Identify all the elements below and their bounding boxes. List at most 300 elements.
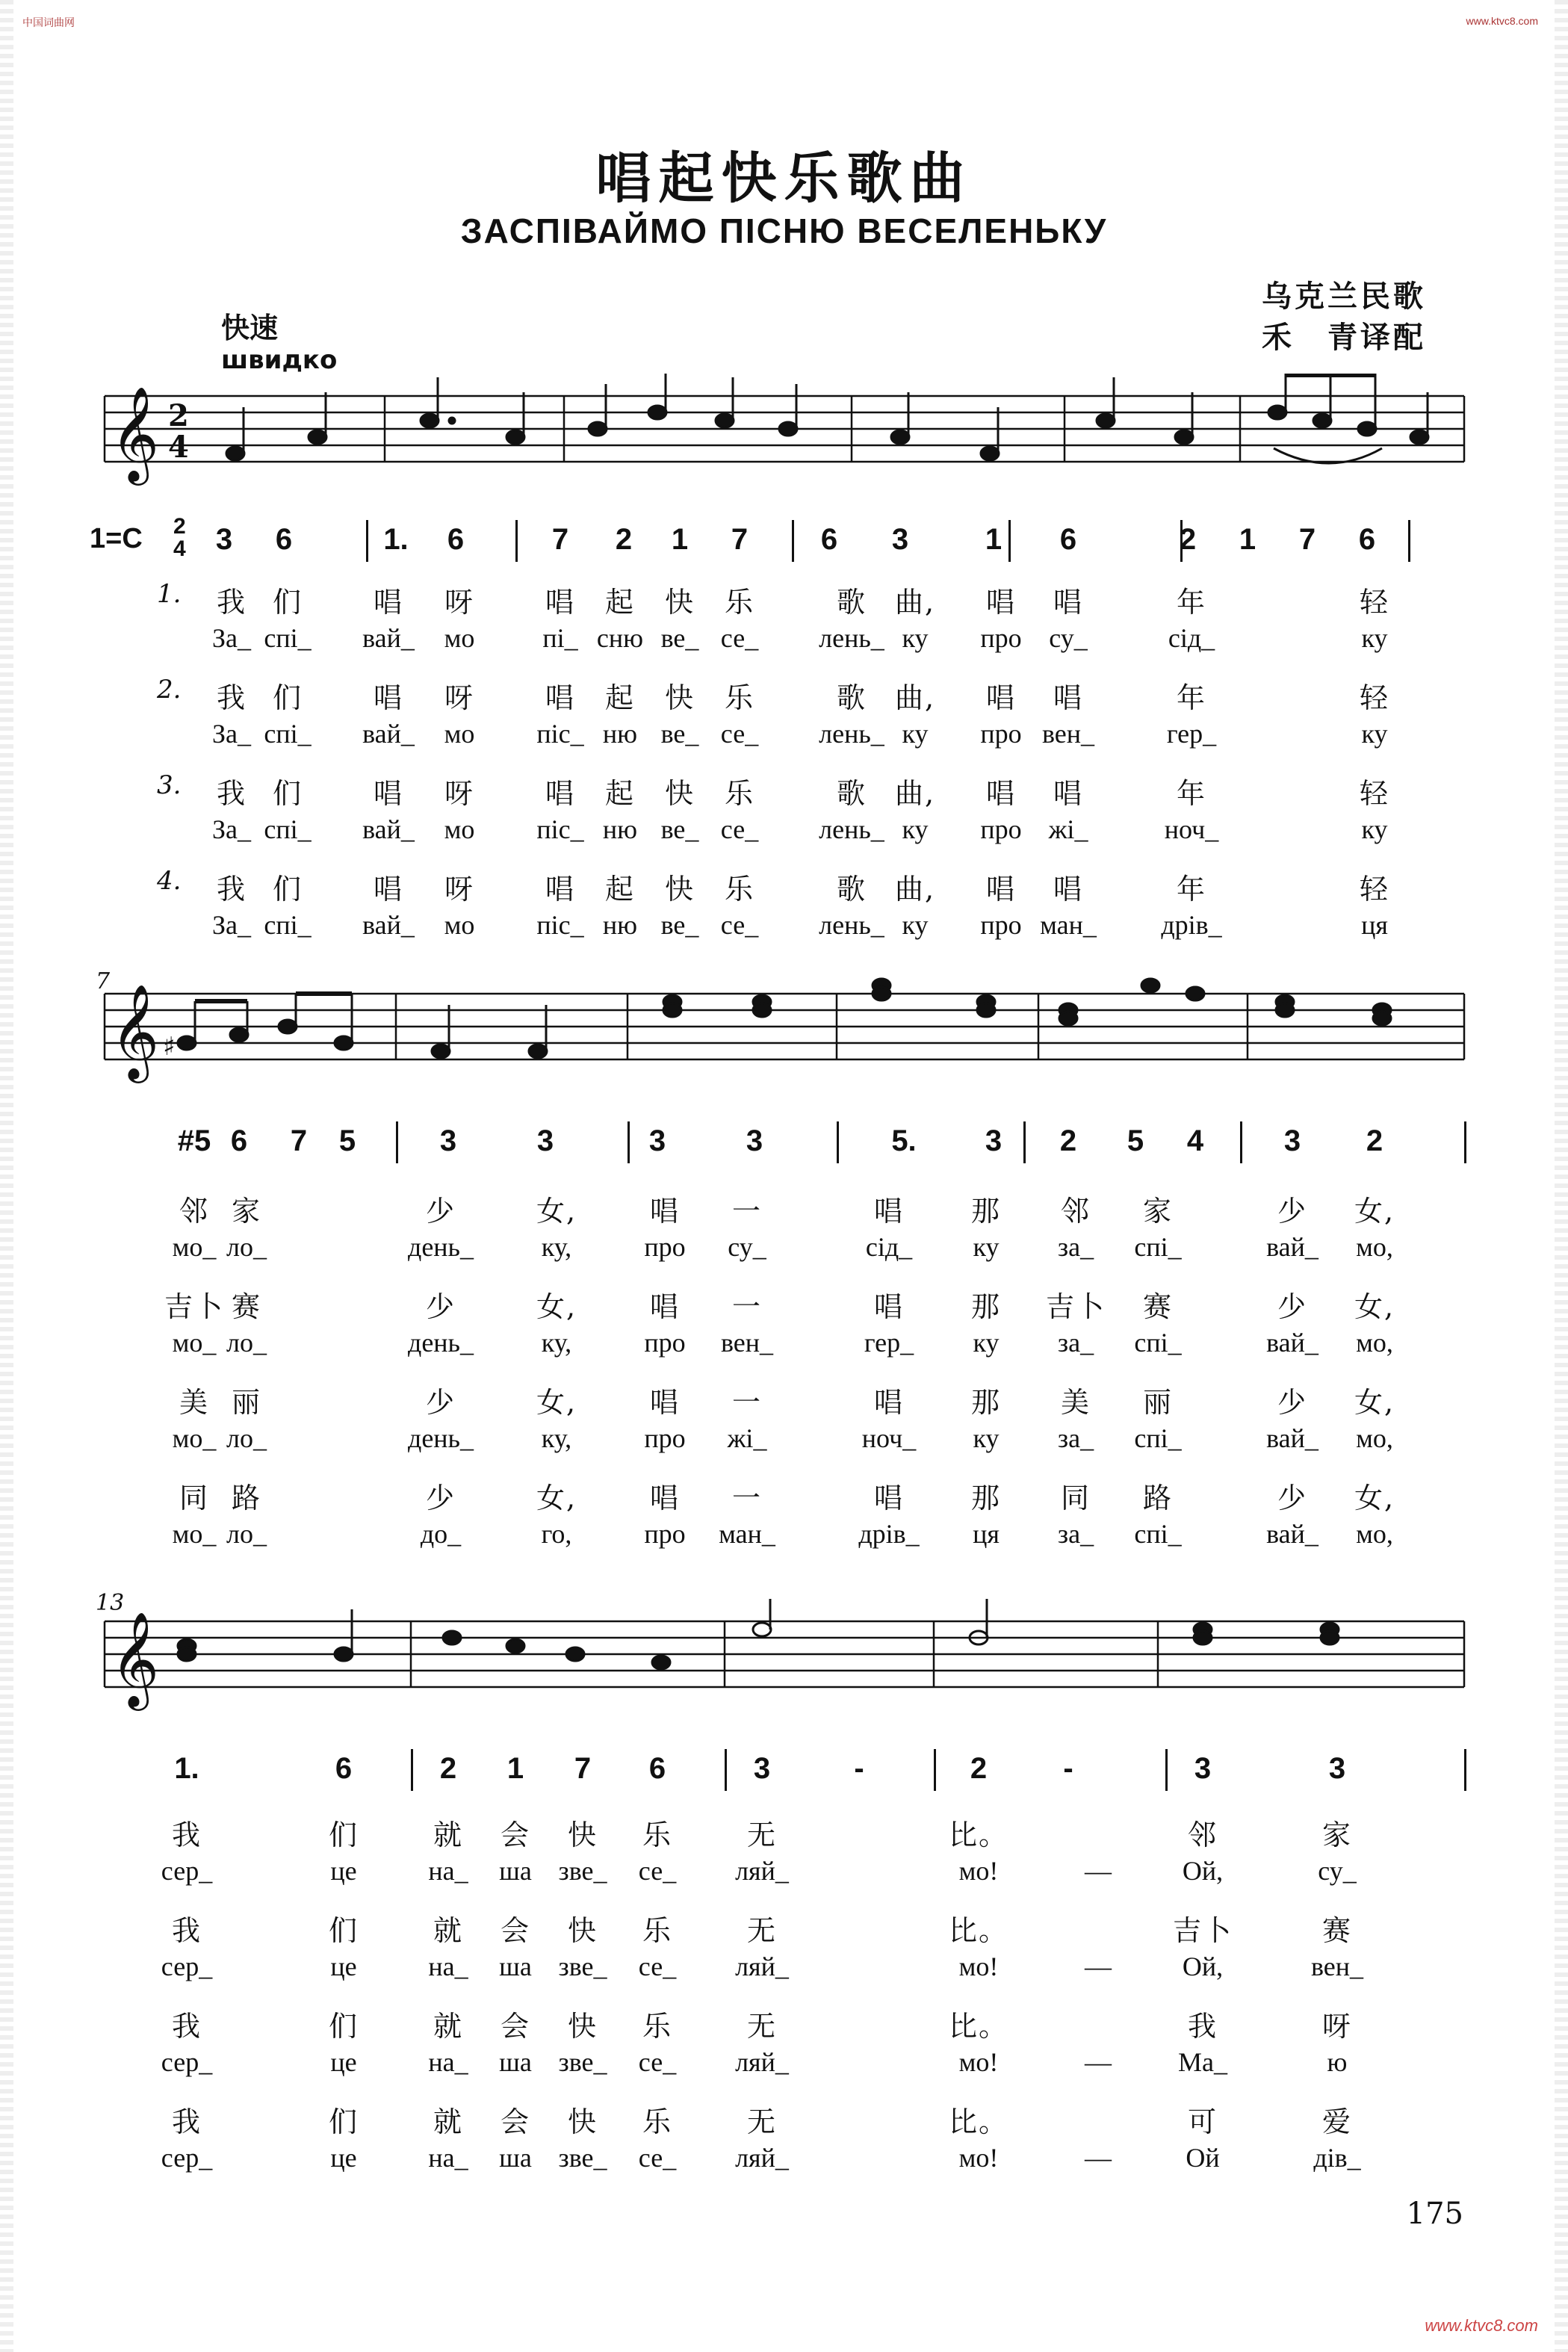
jianpu-note: 3 <box>215 523 233 556</box>
lyric-zh: 唱 <box>873 1290 904 1323</box>
jianpu-note: 6 <box>230 1124 248 1157</box>
lyric-zh: 我 <box>171 2010 202 2043</box>
lyric-uk: гер_ <box>1166 719 1217 749</box>
lyric-zh: 呀 <box>444 777 474 810</box>
lyric-uk: ню <box>602 910 638 940</box>
lyric-zh: 美 <box>179 1386 209 1419</box>
lyric-uk: ло_ <box>226 1519 267 1549</box>
lyric-zh: 少 <box>425 1482 456 1514</box>
lyric-uk: мо! <box>958 1856 999 1886</box>
lyric-zh: 吉卜 <box>1045 1290 1106 1323</box>
jianpu-barline <box>1023 1121 1026 1163</box>
lyric-zh: 歌 <box>836 873 867 906</box>
lyric-uk: вай_ <box>362 623 415 653</box>
jianpu-note: 6 <box>648 1752 666 1785</box>
lyric-zh: 唱 <box>1053 873 1083 906</box>
lyric-uk: сер_ <box>161 1856 213 1886</box>
lyric-zh: 唱 <box>545 873 575 906</box>
svg-text:4: 4 <box>168 430 189 465</box>
lyric-zh: 女, <box>1354 1195 1395 1228</box>
lyric-zh: 比。 <box>948 1819 1008 1851</box>
jianpu-note: 2 <box>1366 1124 1383 1157</box>
lyric-uk: день_ <box>408 1328 474 1358</box>
verse-number: 1. <box>157 579 182 609</box>
lyric-zh: 那 <box>970 1290 1001 1323</box>
lyric-zh: 快 <box>664 586 695 619</box>
svg-text:𝄞: 𝄞 <box>111 1611 160 1706</box>
lyric-zh: 女, <box>536 1386 577 1419</box>
song-title-chinese: 唱起快乐歌曲 <box>595 146 973 211</box>
lyric-uk: За_ <box>211 623 251 653</box>
lyric-zh: 快 <box>664 681 695 714</box>
jianpu-note: 2 <box>970 1752 988 1785</box>
lyric-zh: 乐 <box>724 681 754 714</box>
lyric-zh: 就 <box>433 2105 463 2138</box>
lyric-uk: ку <box>973 1423 1000 1453</box>
lyric-zh: 邻 <box>1187 1819 1218 1851</box>
lyric-zh: 无 <box>746 2010 777 2043</box>
lyric-zh: 女, <box>536 1195 577 1228</box>
lyric-zh: 丽 <box>231 1386 261 1419</box>
lyric-uk: ша <box>499 1952 532 1981</box>
lyric-zh: 呀 <box>444 681 474 714</box>
lyric-uk: сню <box>596 623 644 653</box>
lyric-zh: 起 <box>604 586 635 619</box>
lyric-zh: 就 <box>433 2010 463 2043</box>
staff-system-3 <box>90 1599 1479 1726</box>
jianpu-barline <box>411 1749 413 1791</box>
tempo-marking-uk: швидко <box>221 345 338 375</box>
lyric-zh: 一 <box>731 1290 762 1323</box>
lyric-zh: 乐 <box>642 2105 672 2138</box>
jianpu-note: 3 <box>1194 1752 1212 1785</box>
lyric-zh: 少 <box>1277 1195 1307 1228</box>
staff-system-2 <box>90 971 1479 1098</box>
lyric-uk: дрів_ <box>1161 910 1222 940</box>
jianpu-note: 3 <box>536 1124 554 1157</box>
jianpu-barline <box>396 1121 398 1163</box>
lyric-uk: вен_ <box>1310 1952 1364 1981</box>
svg-text:♯: ♯ <box>163 1032 176 1062</box>
credit-origin: 乌克兰民歌 <box>1262 279 1426 314</box>
lyric-zh: 年 <box>1176 873 1206 906</box>
lyric-uk: се_ <box>638 1952 677 1981</box>
lyric-uk: це <box>330 1856 357 1886</box>
lyric-uk: про <box>644 1232 686 1262</box>
lyric-uk: се_ <box>720 814 759 844</box>
lyric-zh: 唱 <box>373 586 403 619</box>
lyric-zh: 唱 <box>649 1482 680 1514</box>
lyric-zh: 快 <box>664 873 695 906</box>
lyric-uk: мо <box>444 814 475 844</box>
lyric-uk: За_ <box>211 814 251 844</box>
lyric-uk: ляй_ <box>735 1952 789 1981</box>
lyric-uk: — <box>1085 1952 1112 1981</box>
lyric-uk: ку <box>1361 719 1388 749</box>
lyric-zh: 女, <box>536 1290 577 1323</box>
lyric-uk: вай_ <box>1266 1232 1318 1262</box>
lyric-zh: 吉卜 <box>164 1290 224 1323</box>
lyric-zh: 们 <box>272 681 303 714</box>
lyric-zh: 们 <box>272 873 303 906</box>
lyric-zh: 会 <box>500 1819 530 1851</box>
lyric-uk: вай_ <box>1266 1328 1318 1358</box>
tempo-marking-zh: 快速 <box>221 312 279 344</box>
lyric-uk: за_ <box>1057 1328 1094 1358</box>
lyric-uk: ню <box>602 814 638 844</box>
lyric-uk: до_ <box>420 1519 462 1549</box>
lyric-zh: 路 <box>1142 1482 1173 1514</box>
lyric-zh: 爱 <box>1321 2105 1352 2138</box>
jianpu-note: 3 <box>753 1752 771 1785</box>
lyric-uk: вай_ <box>1266 1519 1318 1549</box>
lyric-zh: 唱 <box>373 681 403 714</box>
lyric-uk: піс_ <box>536 814 584 844</box>
lyric-uk: пі_ <box>542 623 578 653</box>
lyric-uk: мо, <box>1356 1232 1393 1262</box>
lyric-zh: 邻 <box>1060 1195 1091 1228</box>
lyric-uk: су_ <box>728 1232 766 1262</box>
lyric-zh: 快 <box>567 1914 598 1947</box>
lyric-zh: 轻 <box>1359 873 1389 906</box>
lyric-uk: ця <box>973 1519 1000 1549</box>
lyric-uk: вай_ <box>362 719 415 749</box>
lyric-uk: мо <box>444 719 475 749</box>
lyric-zh: 唱 <box>985 681 1016 714</box>
lyric-uk: день_ <box>408 1423 474 1453</box>
lyric-uk: про <box>644 1519 686 1549</box>
lyric-zh: 女, <box>1354 1290 1395 1323</box>
lyric-uk: лень_ <box>819 814 884 844</box>
lyric-uk: це <box>330 2047 357 2077</box>
lyric-zh: 唱 <box>985 873 1016 906</box>
lyric-uk: жі_ <box>1048 814 1088 844</box>
lyric-uk: мо! <box>958 2047 999 2077</box>
jianpu-note: #5 <box>177 1124 211 1157</box>
lyric-uk: спі_ <box>264 814 312 844</box>
lyric-uk: вай_ <box>362 814 415 844</box>
lyric-uk: ве_ <box>660 623 699 653</box>
lyric-zh: 们 <box>328 2105 359 2138</box>
lyric-zh: 呀 <box>444 873 474 906</box>
lyric-zh: 唱 <box>873 1386 904 1419</box>
lyric-uk: зве_ <box>558 2047 607 2077</box>
lyric-uk: мо, <box>1356 1519 1393 1549</box>
lyric-zh: 轻 <box>1359 586 1389 619</box>
jianpu-barline <box>934 1749 936 1791</box>
lyric-uk: ця <box>1361 910 1388 940</box>
lyric-zh: 那 <box>970 1195 1001 1228</box>
lyric-uk: піс_ <box>536 910 584 940</box>
lyric-uk: — <box>1085 1856 1112 1886</box>
lyric-uk: ку, <box>541 1423 572 1453</box>
svg-text:2: 2 <box>168 398 189 433</box>
lyric-zh: 唱 <box>545 777 575 810</box>
jianpu-note: 3 <box>985 1124 1003 1157</box>
jianpu-note: 7 <box>731 523 749 556</box>
lyric-uk: ку <box>902 623 929 653</box>
staff-system-1 <box>90 374 1479 501</box>
lyric-zh: 丽 <box>1142 1386 1173 1419</box>
lyric-zh: 唱 <box>545 586 575 619</box>
jianpu-barline <box>837 1121 839 1163</box>
lyric-uk: зве_ <box>558 2143 607 2173</box>
lyric-zh: 年 <box>1176 586 1206 619</box>
lyric-zh: 少 <box>425 1386 456 1419</box>
lyric-uk: За_ <box>211 910 251 940</box>
lyric-uk: мо_ <box>172 1423 217 1453</box>
lyric-zh: 比。 <box>948 1914 1008 1947</box>
lyric-uk: день_ <box>408 1232 474 1262</box>
lyric-uk: мо! <box>958 1952 999 1981</box>
lyric-zh: 唱 <box>545 681 575 714</box>
lyric-zh: 比。 <box>948 2010 1008 2043</box>
lyric-zh: 快 <box>664 777 695 810</box>
lyric-uk: ве_ <box>660 910 699 940</box>
jianpu-note: 6 <box>1358 523 1376 556</box>
lyric-zh: 同 <box>1060 1482 1091 1514</box>
jianpu-note: 1 <box>506 1752 524 1785</box>
lyric-zh: 少 <box>1277 1290 1307 1323</box>
lyric-zh: 赛 <box>1142 1290 1173 1323</box>
lyric-zh: 乐 <box>724 586 754 619</box>
lyric-zh: 唱 <box>649 1290 680 1323</box>
lyric-zh: 吉卜 <box>1172 1914 1233 1947</box>
lyric-zh: 曲, <box>894 681 936 714</box>
measure-number-7: 7 <box>96 968 111 994</box>
lyric-uk: ку, <box>541 1232 572 1262</box>
lyric-uk: ку <box>1361 623 1388 653</box>
site-label-left: 中国词曲网 <box>22 16 75 28</box>
lyric-uk: ляй_ <box>735 2047 789 2077</box>
lyric-uk: су_ <box>1318 1856 1357 1886</box>
lyric-uk: на_ <box>428 1952 468 1981</box>
lyric-zh: 我 <box>216 777 247 810</box>
lyric-zh: 唱 <box>1053 586 1083 619</box>
page-number: 175 <box>1406 2197 1463 2231</box>
lyric-uk: ку <box>1361 814 1388 844</box>
svg-text:𝄞: 𝄞 <box>111 386 160 481</box>
jianpu-barline <box>366 520 368 562</box>
lyric-zh: 轻 <box>1359 681 1389 714</box>
lyric-zh: 快 <box>567 2105 598 2138</box>
lyric-zh: 起 <box>604 873 635 906</box>
lyric-zh: 歌 <box>836 777 867 810</box>
lyric-uk: ша <box>499 2047 532 2077</box>
lyric-zh: 家 <box>231 1195 261 1228</box>
lyric-uk: се_ <box>720 910 759 940</box>
lyric-uk: лень_ <box>819 623 884 653</box>
jianpu-note: - <box>854 1752 864 1785</box>
time-signature-top: 2 <box>173 514 186 539</box>
lyric-uk: вен_ <box>1041 719 1095 749</box>
left-edge-strip <box>0 0 13 2352</box>
lyric-uk: ку <box>973 1328 1000 1358</box>
jianpu-note: 5 <box>1127 1124 1144 1157</box>
jianpu-note: 1 <box>671 523 689 556</box>
lyric-zh: 一 <box>731 1386 762 1419</box>
jianpu-note: - <box>1063 1752 1073 1785</box>
lyric-zh: 唱 <box>649 1195 680 1228</box>
jianpu-note: 1 <box>985 523 1003 556</box>
lyric-zh: 邻 <box>179 1195 209 1228</box>
lyric-zh: 比。 <box>948 2105 1008 2138</box>
lyric-zh: 女, <box>1354 1386 1395 1419</box>
lyric-uk: ку <box>902 719 929 749</box>
lyric-uk: ляй_ <box>735 1856 789 1886</box>
lyric-zh: 会 <box>500 2105 530 2138</box>
lyric-uk: мо <box>444 910 475 940</box>
lyric-uk: вай_ <box>1266 1423 1318 1453</box>
jianpu-barline <box>1464 1121 1466 1163</box>
lyric-zh: 女, <box>1354 1482 1395 1514</box>
lyric-uk: гер_ <box>864 1328 914 1358</box>
jianpu-note: 4 <box>1186 1124 1204 1157</box>
lyric-uk: мо <box>444 623 475 653</box>
lyric-zh: 乐 <box>642 2010 672 2043</box>
lyric-uk: про <box>980 910 1022 940</box>
lyric-uk: лень_ <box>819 719 884 749</box>
lyric-uk: ман_ <box>719 1519 775 1549</box>
lyric-zh: 我 <box>216 586 247 619</box>
lyric-zh: 我 <box>171 2105 202 2138</box>
lyric-zh: 快 <box>567 2010 598 2043</box>
lyric-zh: 唱 <box>985 777 1016 810</box>
lyric-uk: за_ <box>1057 1423 1094 1453</box>
lyric-uk: на_ <box>428 2047 468 2077</box>
lyric-uk: вай_ <box>362 910 415 940</box>
lyric-zh: 少 <box>425 1290 456 1323</box>
lyric-zh: 快 <box>567 1819 598 1851</box>
lyric-uk: се_ <box>638 1856 677 1886</box>
lyric-uk: мо_ <box>172 1232 217 1262</box>
credit-translator: 禾 青译配 <box>1262 320 1426 355</box>
lyric-zh: 无 <box>746 1819 777 1851</box>
lyric-zh: 赛 <box>1321 1914 1352 1947</box>
lyric-uk: за_ <box>1057 1519 1094 1549</box>
jianpu-note: 7 <box>551 523 569 556</box>
lyric-zh: 就 <box>433 1914 463 1947</box>
lyric-uk: мо_ <box>172 1519 217 1549</box>
lyric-uk: спі_ <box>1134 1232 1182 1262</box>
lyric-zh: 唱 <box>985 586 1016 619</box>
lyric-zh: 们 <box>328 2010 359 2043</box>
lyric-uk: лень_ <box>819 910 884 940</box>
lyric-uk: про <box>980 814 1022 844</box>
lyric-uk: мо! <box>958 2143 999 2173</box>
jianpu-barline <box>1165 1749 1168 1791</box>
lyric-zh: 们 <box>272 586 303 619</box>
lyric-uk: ман_ <box>1040 910 1097 940</box>
lyric-zh: 少 <box>1277 1386 1307 1419</box>
lyric-uk: зве_ <box>558 1952 607 1981</box>
lyric-uk: се_ <box>720 623 759 653</box>
lyric-uk: мо, <box>1356 1423 1393 1453</box>
jianpu-note: 5. <box>891 1124 917 1157</box>
jianpu-barline <box>627 1121 630 1163</box>
lyric-zh: 歌 <box>836 586 867 619</box>
lyric-uk: сер_ <box>161 1952 213 1981</box>
lyric-zh: 乐 <box>724 777 754 810</box>
lyric-zh: 唱 <box>1053 681 1083 714</box>
lyric-uk: ве_ <box>660 719 699 749</box>
verse-number: 2. <box>157 675 182 705</box>
jianpu-note: 3 <box>1328 1752 1346 1785</box>
jianpu-note: 6 <box>820 523 838 556</box>
lyric-uk: ку <box>973 1232 1000 1262</box>
lyric-zh: 们 <box>328 1819 359 1851</box>
lyric-zh: 们 <box>328 1914 359 1947</box>
site-label-right: www.ktvc8.com <box>1466 15 1538 27</box>
lyric-uk: ляй_ <box>735 2143 789 2173</box>
lyric-uk: про <box>644 1328 686 1358</box>
lyric-zh: 们 <box>272 777 303 810</box>
jianpu-note: 3 <box>439 1124 457 1157</box>
lyric-uk: дрів_ <box>858 1519 920 1549</box>
jianpu-note: 3 <box>648 1124 666 1157</box>
lyric-uk: ло_ <box>226 1328 267 1358</box>
lyric-uk: ша <box>499 1856 532 1886</box>
lyric-zh: 曲, <box>894 777 936 810</box>
svg-text:𝄞: 𝄞 <box>111 983 160 1079</box>
lyric-uk: ноч_ <box>861 1423 917 1453</box>
jianpu-barline <box>1464 1749 1466 1791</box>
lyric-zh: 一 <box>731 1195 762 1228</box>
lyric-uk: су_ <box>1049 623 1088 653</box>
lyric-zh: 会 <box>500 2010 530 2043</box>
lyric-zh: 一 <box>731 1482 762 1514</box>
lyric-uk: мо_ <box>172 1328 217 1358</box>
lyric-uk: сер_ <box>161 2047 213 2077</box>
jianpu-note: 3 <box>891 523 909 556</box>
time-signature-bottom: 4 <box>173 536 186 561</box>
lyric-uk: спі_ <box>264 623 312 653</box>
lyric-zh: 那 <box>970 1482 1001 1514</box>
jianpu-note: 7 <box>574 1752 592 1785</box>
lyric-uk: Ой, <box>1182 1856 1224 1886</box>
jianpu-note: 1 <box>1239 523 1256 556</box>
lyric-uk: жі_ <box>727 1423 767 1453</box>
verse-number: 3. <box>157 770 182 800</box>
lyric-uk: ло_ <box>226 1232 267 1262</box>
lyric-uk: Ой <box>1186 2143 1220 2173</box>
jianpu-note: 6 <box>335 1752 353 1785</box>
jianpu-note: 6 <box>1059 523 1077 556</box>
lyric-uk: за_ <box>1057 1232 1094 1262</box>
lyric-zh: 乐 <box>724 873 754 906</box>
lyric-uk: зве_ <box>558 1856 607 1886</box>
lyric-zh: 唱 <box>373 873 403 906</box>
lyric-zh: 会 <box>500 1914 530 1947</box>
lyric-zh: 少 <box>425 1195 456 1228</box>
lyric-uk: спі_ <box>1134 1519 1182 1549</box>
lyric-uk: ве_ <box>660 814 699 844</box>
lyric-uk: ку, <box>541 1328 572 1358</box>
jianpu-note: 7 <box>290 1124 308 1157</box>
jianpu-note: 6 <box>275 523 293 556</box>
lyric-zh: 少 <box>1277 1482 1307 1514</box>
lyric-zh: 唱 <box>873 1482 904 1514</box>
lyric-uk: спі_ <box>1134 1423 1182 1453</box>
lyric-zh: 就 <box>433 1819 463 1851</box>
lyric-uk: спі_ <box>264 910 312 940</box>
lyric-uk: ю <box>1327 2047 1348 2077</box>
lyric-uk: — <box>1085 2143 1112 2173</box>
lyric-uk: ноч_ <box>1164 814 1219 844</box>
lyric-zh: 可 <box>1187 2105 1218 2138</box>
lyric-uk: спі_ <box>1134 1328 1182 1358</box>
lyric-uk: За_ <box>211 719 251 749</box>
